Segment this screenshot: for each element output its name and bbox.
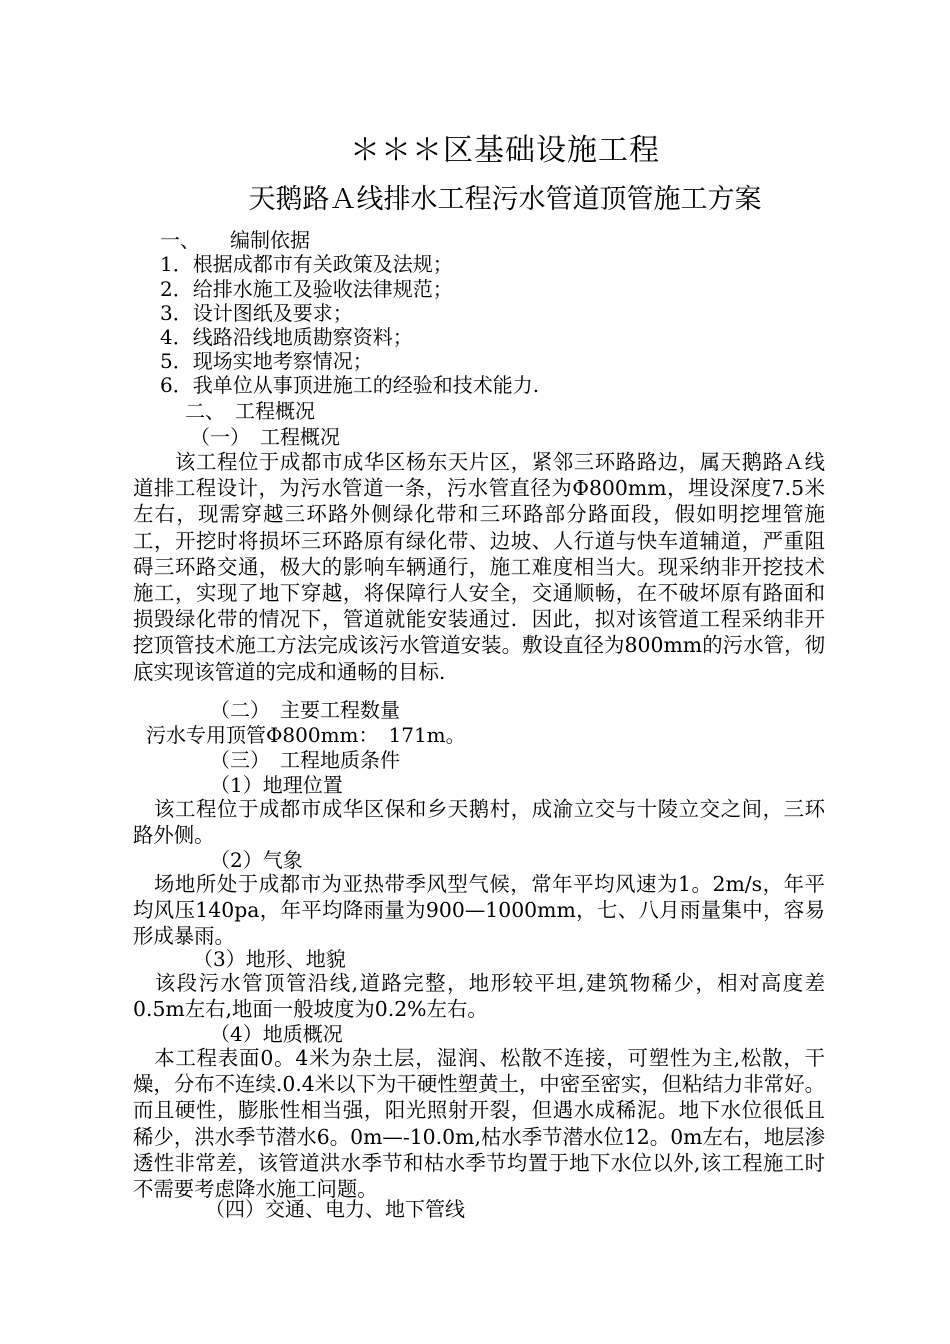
list-item: 5．现场实地考察情况； — [160, 349, 373, 373]
paragraph-geology: 本工程表面0。4米为杂土层，湿润、松散不连接，可塑性为主,松散，干燥，分布不连续.0.4米以下为干硬性塑黄土，中密至密实，但粘结力非常好。而且硬性，膨胀性相当强，阳光照射开裂，但遇水成稀泥。地下水位很低且稀少，洪水季节潜水6。0m—-10.0m,枯水季节潜水位12。0m左右，地层渗透性非常差，该管道洪水季节和枯水季节均置于地下水位以外,该工程施工时不需要考虑降水施工问题。 — [133, 1046, 825, 1202]
section-heading-overview: 二、 工程概况 — [185, 399, 315, 423]
list-item: 4．线路沿线地质勘察资料； — [160, 325, 413, 349]
list-item: 6．我单位从事顶进施工的经验和技术能力. — [160, 373, 540, 397]
quantity-line: 污水专用顶管Φ800mm： 171m。 — [146, 723, 466, 747]
subsection-heading: （三） 工程地质条件 — [210, 748, 400, 772]
paragraph-climate: 场地所处于成都市为亚热带季风型气候，常年平均风速为1。2m/s，年平均风压140pa，年平均降雨量为900—1000mm，七、八月雨量集中，容易形成暴雨。 — [133, 872, 825, 949]
document-subtitle: 天鹅路Ａ线排水工程污水管道顶管施工方案 — [248, 184, 762, 215]
section-heading-basis: 一、 编制依据 — [160, 228, 310, 252]
paragraph-terrain: 该段污水管顶管沿线,道路完整，地形较平坦,建筑物稀少，相对高度差0.5m左右,地面一般坡度为0.2%左右。 — [133, 971, 825, 1022]
list-item: 2．给排水施工及验收法律规范； — [160, 277, 453, 301]
paragraph-location: 该工程位于成都市成华区保和乡天鹅村，成渝立交与十陵立交之间，三环路外侧。 — [133, 797, 825, 848]
document-title: ＊＊＊区基础设施工程 — [350, 133, 660, 168]
item-heading: （1）地理位置 — [210, 773, 343, 797]
subsection-heading: （二） 主要工程数量 — [210, 698, 400, 722]
list-item: 3．设计图纸及要求； — [160, 301, 353, 325]
subsection-heading: （一） 工程概况 — [190, 425, 340, 449]
list-item: 1．根据成都市有关政策及法规； — [160, 252, 453, 276]
item-heading: （2）气象 — [210, 848, 303, 872]
item-heading: （4）地质概况 — [210, 1022, 343, 1046]
paragraph-overview: 该工程位于成都市成华区杨东天片区，紧邻三环路路边，属天鹅路Ａ线道排工程设计，为污水管道一条，污水管直径为Φ800mm，埋设深度7.5米左右，现需穿越三环路外侧绿化带和三环路部分路面段，假如明挖埋管施工，开挖时将损坏三环路原有绿化带、边坡、人行道与快车道辅道，严重阻碍三环路交通，极大的影响车辆通行，施工难度相当大。现采纳非开挖技术施工，实现了地下穿越，将保障行人安全，交通顺畅，在不破坏原有路面和损毁绿化带的情况下，管道就能安装通过．因此，拟对该管道工程采纳非开挖顶管技术施工方法完成该污水管道安装。敷设直径为800mm的污水管，彻底实现该管道的完成和通畅的目标. — [133, 450, 825, 684]
subsection-heading: （四）交通、电力、地下管线 — [205, 1197, 465, 1221]
item-heading: （3）地形、地貌 — [193, 947, 346, 971]
